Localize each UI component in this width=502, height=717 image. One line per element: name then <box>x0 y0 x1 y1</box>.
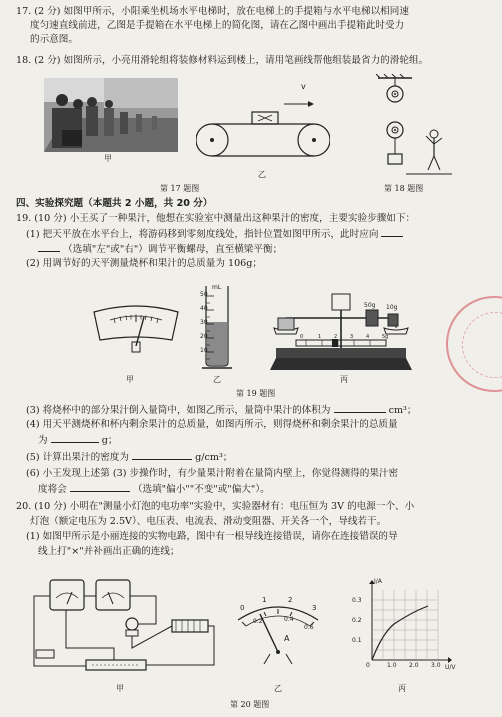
q19-step3-row <box>26 404 417 418</box>
q19-line1: 19. (10 分) 小王买了一种果汁，他想在实验室中测量出这种果汁的密度，主要实验步骤如下： <box>16 213 416 224</box>
q20-caption: 第 20 题图 <box>230 700 270 709</box>
q20-step1a: (1) 如图甲所示是小丽连接的实物电路，图中有一根导线连接错误，请你在连接错误的导 <box>26 531 398 542</box>
q17-line1: 17. (2 分) 如图甲所示，小阳乘坐机场水平电梯时，放在电梯上的手提箱与水平电梯以相同速 <box>16 6 409 17</box>
q19-step6a: (6) 小王发现上述第 (3) 步操作时，有少量果汁附着在量筒内壁上，你觉得测得的果汁密 <box>26 468 399 479</box>
graph-ytick-02: 0.2 <box>352 617 362 624</box>
cylinder-tick-40: 40 <box>200 305 208 312</box>
ammeter-tick-2: 2 <box>288 596 293 604</box>
balance-with-weights <box>266 284 416 372</box>
graph-xtick-1: 1.0 <box>387 662 397 669</box>
ammeter-sub-02: 0.2 <box>253 618 263 625</box>
q19-step4b-unit: g； <box>101 435 118 446</box>
q17-line3: 的示意图。 <box>30 34 78 45</box>
cylinder-tick-50: 50 <box>200 291 208 298</box>
scale-num-2: 2 <box>334 334 338 340</box>
q20-line2: 灯泡（额定电压为 2.5V）、电压表、电流表、滑动变阻器、开关各一个，导线若干。 <box>30 516 387 527</box>
graph-xtick-3: 3.0 <box>431 662 441 669</box>
q20-line1: 20. (10 分) 小明在"测量小灯泡的电功率"实验中，实验器材有：电压恒为 3V 的电源一个、小 <box>16 501 415 512</box>
q19-step5-blank[interactable] <box>132 451 192 460</box>
graph-ytick-01: 0.1 <box>352 637 362 644</box>
q20-fig-yi-label: 乙 <box>274 684 282 693</box>
iu-graph <box>352 580 452 670</box>
q17-line2: 度匀速直线前进，乙图是手提箱在水平电梯上的简化图，请在乙图中画出手提箱此时受力 <box>30 20 405 31</box>
q18-caption: 第 18 题图 <box>384 184 424 193</box>
q19-step1a: (1) 把天平放在水平台上，将游码移到零刻度线处，指针位置如图甲所示，此时应向 <box>26 229 379 240</box>
q19-step3-unit: cm³； <box>388 405 417 416</box>
airport-escalator-photo <box>44 78 178 152</box>
q19-step4-blank[interactable] <box>51 434 99 443</box>
ammeter-tick-0: 0 <box>240 604 245 612</box>
q17-fig-yi-label: 乙 <box>258 170 266 179</box>
graph-ytick-03: 0.3 <box>352 597 362 604</box>
weight-50g: 50g <box>364 302 376 309</box>
q19-step4a: (4) 用天平测烧杯和杯内剩余果汁的总质量，如图丙所示，则得烧杯和剩余果汁的总质量 <box>26 419 398 430</box>
q17-caption: 第 17 题图 <box>160 184 200 193</box>
graph-xtick-2: 2.0 <box>409 662 419 669</box>
section4-title: 四、实验探究题（本题共 2 小题，共 20 分） <box>16 198 213 209</box>
scale-num-1: 1 <box>318 334 322 340</box>
ammeter-sub-06: 0.6 <box>304 624 314 631</box>
q20-step1b: 线上打"×"并补画出正确的连线； <box>38 546 180 557</box>
q18-line1: 18. (2 分) 如图所示，小亮用滑轮组将装修材料运到楼上，请用笔画线帮他组装最省力的滑轮组。 <box>16 55 429 66</box>
q19-step1-blank[interactable] <box>381 228 403 237</box>
graph-xtick-0: 0 <box>366 662 370 669</box>
q19-step4b-row <box>38 434 117 448</box>
graph-xlabel: U/V <box>445 664 456 671</box>
q19-step1b: （选填"左"或"右"）调节平衡螺母，直至横梁平衡； <box>63 244 283 255</box>
scale-num-5: 5g <box>382 334 389 340</box>
q19-step3: (3) 将烧杯中的部分果汁倒入量筒中，如图乙所示，量筒中果汁的体积为 <box>26 405 331 416</box>
q19-step1-blank-cont[interactable] <box>38 243 60 252</box>
q17-velocity-label: v <box>301 82 306 91</box>
ammeter-letter: A <box>284 634 290 643</box>
q17-fig-jia-label: 甲 <box>104 154 112 163</box>
cylinder-unit: mL <box>212 284 222 291</box>
cylinder-tick-20: 20 <box>200 333 208 340</box>
ammeter-tick-1: 1 <box>262 596 267 604</box>
q19-step6b-pre: 度将会 <box>38 484 67 495</box>
cylinder-tick-30: 30 <box>200 319 208 326</box>
graph-ylabel: I/A <box>374 578 382 585</box>
q19-step6b-row <box>38 483 270 497</box>
pulley-system-diagram <box>376 74 456 178</box>
cylinder-tick-10: 10 <box>200 347 208 354</box>
q19-step6b-post: （选填"偏小""不变"或"偏大"）。 <box>132 484 270 495</box>
q19-caption: 第 19 题图 <box>236 389 276 398</box>
circuit-diagram <box>26 576 218 680</box>
q19-fig-jia-label: 甲 <box>126 375 134 384</box>
q20-fig-bing-label: 丙 <box>398 684 406 693</box>
q19-step4b-pre: 为 <box>38 435 48 446</box>
q19-step6-blank[interactable] <box>70 483 130 492</box>
q19-step5-row <box>26 451 232 465</box>
scale-num-3: 3 <box>350 334 354 340</box>
scale-num-0: 0 <box>300 334 304 340</box>
q19-fig-yi-label: 乙 <box>213 375 221 384</box>
q19-step5-unit: g/cm³； <box>195 452 233 463</box>
balance-pointer-dial <box>88 300 184 356</box>
q19-step1a-row <box>26 228 403 242</box>
q19-step2: (2) 用调节好的天平测量烧杯和果汁的总质量为 106g； <box>26 258 263 269</box>
q20-fig-jia-label: 甲 <box>116 684 124 693</box>
ammeter-tick-3: 3 <box>312 604 317 612</box>
ammeter-sub-04: 0.4 <box>284 616 294 623</box>
q19-step3-blank[interactable] <box>334 404 386 413</box>
q19-fig-bing-label: 丙 <box>340 375 348 384</box>
q19-step1b-row <box>38 243 282 257</box>
q19-step5-pre: (5) 计算出果汁的密度为 <box>26 452 129 463</box>
weight-10g: 10g <box>386 304 398 311</box>
red-seal-stamp <box>446 296 502 392</box>
conveyor-diagram <box>196 96 330 168</box>
scale-num-4: 4 <box>366 334 370 340</box>
